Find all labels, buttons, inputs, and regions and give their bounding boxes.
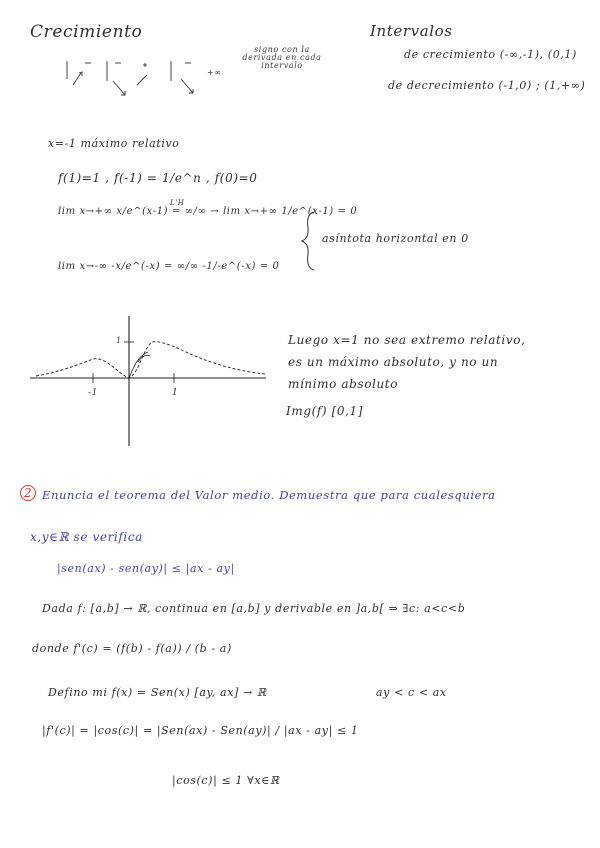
interval-order: ay < c < ax	[376, 686, 447, 699]
graph-caption-line: mínimo absoluto	[288, 377, 399, 391]
sign-note-line: intervalo	[261, 61, 303, 70]
image-range: Img(f) [0,1]	[286, 404, 364, 418]
function-graph	[30, 312, 270, 452]
exercise-inequality: |sen(ax) - sen(ay)| ≤ |ax - ay|	[57, 562, 235, 575]
sign-chart-sketch	[55, 55, 215, 100]
cosine-bound: |cos(c)| ≤ 1 ∀x∈ℝ	[172, 774, 280, 787]
exercise-statement: Enuncia el teorema del Valor medio. Demuestra que para cualesquiera	[42, 488, 496, 502]
section-title-crecimiento: Crecimiento	[30, 22, 143, 42]
lhopital-note: L'H	[170, 199, 185, 207]
tick-label-one: 1	[172, 388, 179, 398]
function-values: f(1)=1 , f(-1) = 1/e^n , f(0)=0	[58, 171, 258, 185]
interval-increasing: de crecimiento (-∞,-1), (0,1)	[404, 48, 577, 61]
sign-note	[222, 46, 342, 70]
brace	[300, 210, 320, 272]
sign-note-line: derivada en cada	[242, 53, 322, 62]
graph-caption-line: Luego x=1 no sea extremo relativo,	[288, 333, 526, 347]
mvt-given: Dada f: [a,b] → ℝ, continua en [a,b] y derivable en ]a,b[ ⇒ ∃c: a<c<b	[42, 602, 466, 615]
asymptote-note: asíntota horizontal en 0	[322, 232, 469, 245]
limit-minus-infinity: lim x→-∞ -x/e^(-x) = ∞/∞ -1/-e^(-x) = 0	[58, 261, 280, 272]
peak-label: 1	[116, 336, 122, 345]
section-title-intervalos: Intervalos	[370, 22, 453, 40]
graph-caption-line: es un máximo absoluto, y no un	[288, 355, 499, 369]
exercise-vars: x,y∈ℝ se verifica	[30, 530, 143, 544]
define-function: Defino mi f(x) = Sen(x) [ay, ax] → ℝ	[48, 686, 267, 699]
mvt-where: donde f'(c) = (f(b) - f(a)) / (b - a)	[32, 642, 232, 655]
tick-label-minus-one: -1	[88, 388, 98, 398]
sign-note-line: signo con la	[254, 45, 310, 54]
critical-point-note: x=-1 máximo relativo	[48, 137, 180, 150]
interval-decreasing: de decrecimiento (-1,0) ; (1,+∞)	[388, 79, 586, 92]
limit-plus-infinity: lim x→+∞ x/e^(x-1) = ∞/∞ → lim x→+∞ 1/e^(x-1) = 0	[58, 206, 358, 217]
derivative-bound: |f'(c)| = |cos(c)| = |Sen(ax) - Sen(ay)| / |ax - ay| ≤ 1	[42, 724, 359, 737]
exercise-number: 2	[24, 486, 33, 500]
graph-caption	[288, 329, 525, 395]
sign-row-infinity: +∞	[207, 68, 222, 77]
